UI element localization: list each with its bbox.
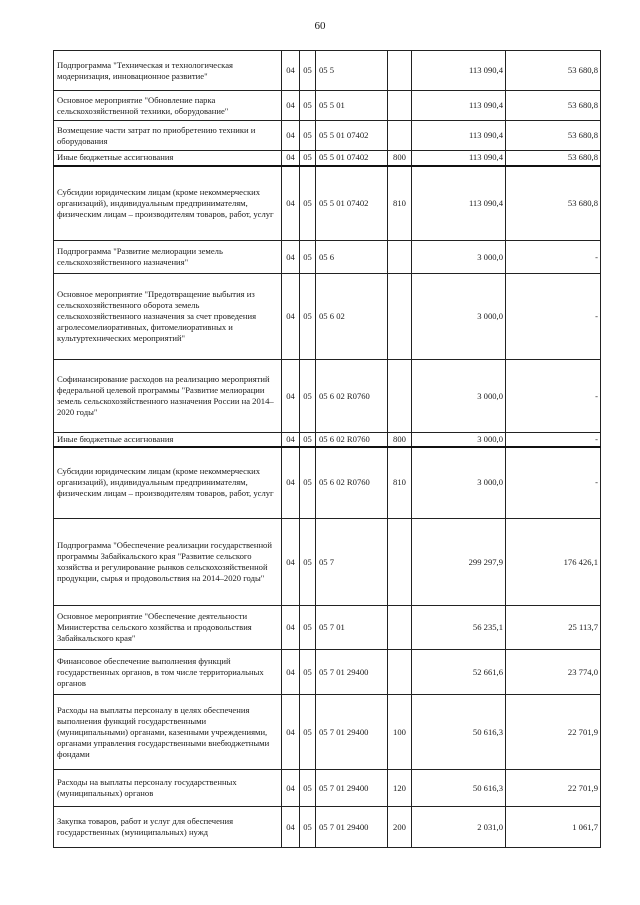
row-amount-1: 113 090,4 (412, 91, 506, 121)
row-subsection: 05 (300, 166, 316, 241)
table-row (54, 151, 601, 166)
row-amount-2: - (506, 274, 601, 360)
row-section: 04 (282, 807, 300, 848)
row-amount-1: 3 000,0 (412, 360, 506, 433)
row-target-code: 05 6 02 (316, 274, 388, 360)
row-amount-1: 3 000,0 (412, 447, 506, 519)
row-expense-type: 810 (388, 166, 412, 241)
row-expense-type (388, 274, 412, 360)
row-subsection: 05 (300, 151, 316, 166)
row-amount-1: 299 297,9 (412, 519, 506, 606)
row-subsection: 05 (300, 51, 316, 91)
row-subsection: 05 (300, 121, 316, 151)
row-target-code: 05 7 01 29400 (316, 650, 388, 695)
row-amount-2: 25 113,7 (506, 606, 601, 650)
row-name: Субсидии юридическим лицам (кроме некоммерческих организаций), индивидуальным предпринимателям, физическим лицам – производителям товаров, работ, услуг (54, 447, 282, 519)
row-target-code: 05 5 01 07402 (316, 151, 388, 166)
table-row (54, 91, 601, 121)
row-subsection: 05 (300, 606, 316, 650)
row-subsection: 05 (300, 360, 316, 433)
row-target-code: 05 5 01 07402 (316, 121, 388, 151)
row-name: Возмещение части затрат по приобретению техники и оборудования (54, 121, 282, 151)
row-expense-type: 800 (388, 433, 412, 447)
row-amount-2: 53 680,8 (506, 121, 601, 151)
table-row (54, 519, 601, 606)
row-subsection: 05 (300, 519, 316, 606)
row-target-code: 05 7 01 (316, 606, 388, 650)
row-expense-type (388, 519, 412, 606)
row-subsection: 05 (300, 433, 316, 447)
row-target-code: 05 6 02 R0760 (316, 447, 388, 519)
row-expense-type (388, 360, 412, 433)
row-name: Иные бюджетные ассигнования (54, 433, 282, 447)
row-section: 04 (282, 360, 300, 433)
row-expense-type: 200 (388, 807, 412, 848)
table-row (54, 650, 601, 695)
table-row (54, 241, 601, 274)
row-amount-2: 176 426,1 (506, 519, 601, 606)
row-subsection: 05 (300, 91, 316, 121)
row-target-code: 05 7 01 29400 (316, 807, 388, 848)
row-expense-type (388, 650, 412, 695)
row-target-code: 05 7 (316, 519, 388, 606)
row-name: Субсидии юридическим лицам (кроме некоммерческих организаций), индивидуальным предпринимателям, физическим лицам – производителям товаров, работ, услуг (54, 166, 282, 241)
row-amount-1: 3 000,0 (412, 433, 506, 447)
row-amount-2: - (506, 241, 601, 274)
row-section: 04 (282, 121, 300, 151)
row-amount-1: 56 235,1 (412, 606, 506, 650)
row-amount-1: 2 031,0 (412, 807, 506, 848)
row-target-code: 05 7 01 29400 (316, 770, 388, 807)
budget-table (53, 50, 601, 848)
table-row (54, 51, 601, 91)
row-amount-2: 1 061,7 (506, 807, 601, 848)
row-section: 04 (282, 770, 300, 807)
row-expense-type: 800 (388, 151, 412, 166)
row-name: Финансовое обеспечение выполнения функций государственных органов, в том числе территориальных органов (54, 650, 282, 695)
row-expense-type (388, 241, 412, 274)
row-target-code: 05 6 02 R0760 (316, 360, 388, 433)
row-amount-2: 53 680,8 (506, 151, 601, 166)
row-name: Основное мероприятие "Обновление парка сельскохозяйственной техники, оборудование" (54, 91, 282, 121)
table-row (54, 360, 601, 433)
table-row (54, 121, 601, 151)
row-name: Подпрограмма "Техническая и технологическая модернизация, инновационное развитие" (54, 51, 282, 91)
row-name: Подпрограмма "Обеспечение реализации государственной программы Забайкальского края "Развитие сельского хозяйства и регулирование рынков сельскохозяйственной продукции, сырья и продовольствия на 2014–2020 годы" (54, 519, 282, 606)
row-amount-1: 52 661,6 (412, 650, 506, 695)
row-name: Подпрограмма "Развитие мелиорации земель сельскохозяйственного назначения" (54, 241, 282, 274)
row-name: Основное мероприятие "Обеспечение деятельности Министерства сельского хозяйства и продовольствия Забайкальского края" (54, 606, 282, 650)
row-section: 04 (282, 695, 300, 770)
row-amount-2: - (506, 433, 601, 447)
row-name: Софинансирование расходов на реализацию мероприятий федеральной целевой программы "Развитие мелиорации земель сельскохозяйственного назначения России на 2014–2020 годы" (54, 360, 282, 433)
row-amount-2: 23 774,0 (506, 650, 601, 695)
row-target-code: 05 5 01 07402 (316, 166, 388, 241)
row-subsection: 05 (300, 241, 316, 274)
row-name: Основное мероприятие "Предотвращение выбытия из сельскохозяйственного оборота земель сельскохозяйственного назначения за счет проведения агролесомелиоративных, фитомелиоративных и культуртехнических мероприятий" (54, 274, 282, 360)
row-expense-type: 810 (388, 447, 412, 519)
row-amount-2: 53 680,8 (506, 51, 601, 91)
row-amount-2: 22 701,9 (506, 770, 601, 807)
row-section: 04 (282, 519, 300, 606)
row-amount-2: 22 701,9 (506, 695, 601, 770)
row-subsection: 05 (300, 695, 316, 770)
row-expense-type: 100 (388, 695, 412, 770)
row-name: Расходы на выплаты персоналу в целях обеспечения выполнения функций государственными (муниципальными) органами, казенными учреждениями, органами управления государственными внебюджетными фондами (54, 695, 282, 770)
row-amount-1: 50 616,3 (412, 695, 506, 770)
row-amount-1: 3 000,0 (412, 241, 506, 274)
row-amount-1: 113 090,4 (412, 151, 506, 166)
table-row (54, 807, 601, 848)
row-section: 04 (282, 274, 300, 360)
row-amount-1: 50 616,3 (412, 770, 506, 807)
row-subsection: 05 (300, 274, 316, 360)
table-row (54, 770, 601, 807)
row-section: 04 (282, 650, 300, 695)
row-amount-2: 53 680,8 (506, 166, 601, 241)
row-amount-2: 53 680,8 (506, 91, 601, 121)
row-target-code: 05 6 (316, 241, 388, 274)
row-expense-type (388, 91, 412, 121)
row-amount-2: - (506, 447, 601, 519)
row-subsection: 05 (300, 770, 316, 807)
row-subsection: 05 (300, 447, 316, 519)
row-name: Иные бюджетные ассигнования (54, 151, 282, 166)
row-name: Закупка товаров, работ и услуг для обеспечения государственных (муниципальных) нужд (54, 807, 282, 848)
row-target-code: 05 5 01 (316, 91, 388, 121)
page-number: 60 (314, 20, 326, 32)
row-target-code: 05 7 01 29400 (316, 695, 388, 770)
row-section: 04 (282, 91, 300, 121)
row-section: 04 (282, 151, 300, 166)
row-section: 04 (282, 51, 300, 91)
table-row (54, 606, 601, 650)
table-row (54, 695, 601, 770)
row-expense-type (388, 606, 412, 650)
row-amount-1: 113 090,4 (412, 121, 506, 151)
row-section: 04 (282, 166, 300, 241)
row-expense-type (388, 51, 412, 91)
row-subsection: 05 (300, 650, 316, 695)
row-section: 04 (282, 447, 300, 519)
row-section: 04 (282, 433, 300, 447)
row-amount-1: 113 090,4 (412, 51, 506, 91)
row-section: 04 (282, 606, 300, 650)
row-amount-2: - (506, 360, 601, 433)
row-target-code: 05 5 (316, 51, 388, 91)
table-row (54, 433, 601, 447)
table-row (54, 274, 601, 360)
table-row (54, 447, 601, 519)
row-name: Расходы на выплаты персоналу государственных (муниципальных) органов (54, 770, 282, 807)
row-amount-1: 3 000,0 (412, 274, 506, 360)
row-subsection: 05 (300, 807, 316, 848)
table-row (54, 166, 601, 241)
row-expense-type (388, 121, 412, 151)
row-section: 04 (282, 241, 300, 274)
row-amount-1: 113 090,4 (412, 166, 506, 241)
row-target-code: 05 6 02 R0760 (316, 433, 388, 447)
row-expense-type: 120 (388, 770, 412, 807)
